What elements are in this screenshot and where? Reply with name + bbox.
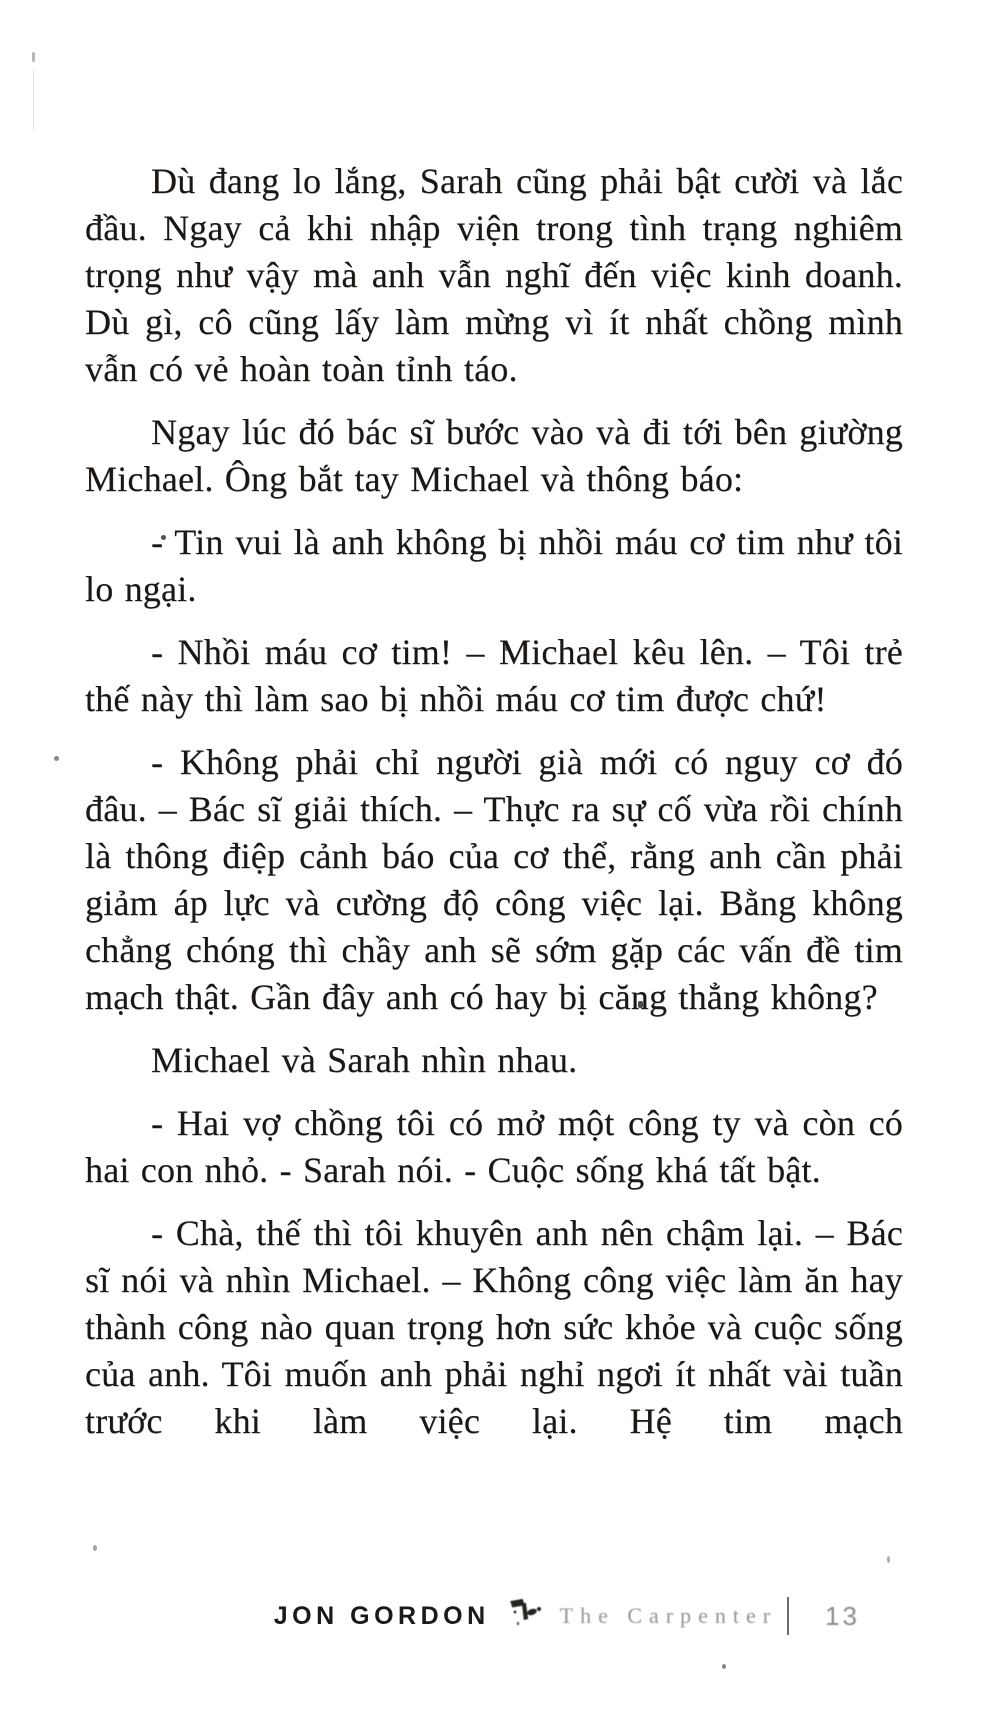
hammer-icon: [506, 1596, 546, 1631]
paragraph-5: - Không phải chỉ người già mới có nguy cơ đó đâu. – Bác sĩ giải thích. – Thực ra sự cố vừa rồi chính là thông điệp cảnh báo của cơ thể, rằng anh cần phải giảm áp lực và cường độ công việc lại. Bằng không chẳng chóng thì chầy anh sẽ sớm gặp các vấn đề tim mạch thật. Gần đây anh có hay bị căng thẳng không?: [85, 742, 903, 1017]
footer-author: JON GORDON: [273, 1601, 490, 1630]
paragraph-4: - Nhồi máu cơ tim! – Michael kêu lên. – Tôi trẻ thế này thì làm sao bị nhồi máu cơ tim được chứ!: [85, 632, 903, 719]
page-footer: [274, 1593, 860, 1639]
scan-speck: [54, 756, 59, 761]
paragraph-8: - Chà, thế thì tôi khuyên anh nên chậm lại. – Bác sĩ nói và nhìn Michael. – Không công việc làm ăn hay thành công nào quan trọng hơn sức khỏe và cuộc sống của anh. Tôi muốn anh phải nghỉ ngơi ít nhất vài tuần trước khi làm việc lại. Hệ tim mạch: [85, 1213, 903, 1441]
paragraph-1: Dù đang lo lắng, Sarah cũng phải bật cười và lắc đầu. Ngay cả khi nhập viện trong tình trạng nghiêm trọng như vậy mà anh vẫn nghĩ đến việc kinh doanh. Dù gì, cô cũng lấy làm mừng vì ít nhất chồng mình vẫn có vẻ hoàn toàn tỉnh táo.: [85, 161, 903, 389]
scan-speck: [887, 1556, 890, 1563]
scan-speck: [722, 1664, 726, 1669]
scan-speck: [33, 70, 34, 130]
page-number: 13: [825, 1600, 860, 1631]
paragraph-3: - Tin vui là anh không bị nhồi máu cơ tim như tôi lo ngại.: [85, 522, 903, 609]
paragraph-7: - Hai vợ chồng tôi có mở một công ty và còn có hai con nhỏ. - Sarah nói. - Cuộc sống khá tất bật.: [85, 1103, 903, 1190]
footer-divider: [787, 1597, 789, 1635]
page-text: [85, 158, 903, 1461]
scan-speck: [32, 52, 35, 62]
paragraph-6: Michael và Sarah nhìn nhau.: [151, 1040, 578, 1080]
scan-speck: [93, 1545, 97, 1551]
footer-book-title: The Carpenter: [559, 1603, 778, 1628]
paragraph-2: Ngay lúc đó bác sĩ bước vào và đi tới bên giường Michael. Ông bắt tay Michael và thông báo:: [85, 412, 903, 499]
